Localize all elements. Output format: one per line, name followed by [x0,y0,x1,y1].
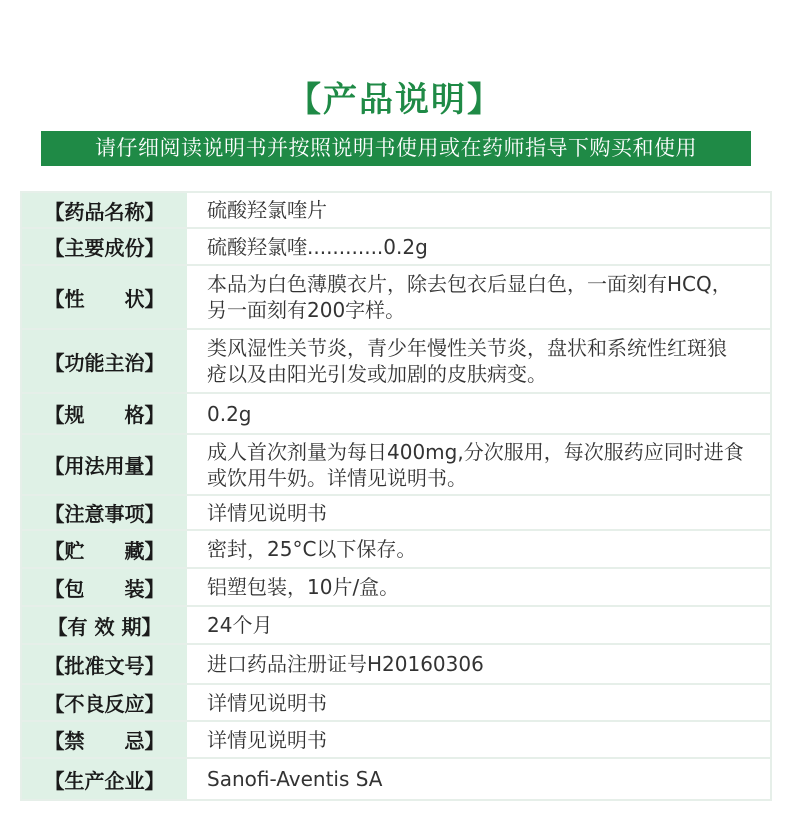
table-row-dosage [22,435,770,496]
table-row-storage [22,531,770,569]
table-row-precautions [22,496,770,531]
row-value: 详情见说明书 [207,690,327,715]
row-value: 密封，25°C以下保存。 [207,537,417,561]
page-title: 【产品说明】 [287,80,503,120]
row-label: 【包 装】 [22,569,187,605]
row-label: 【功能主治】 [22,330,187,392]
row-label: 【不良反应】 [22,685,187,720]
row-value: 本品为白色薄膜衣片，除去包衣后显白色，一面刻有HCQ，另一面刻有200字样。 [207,272,732,322]
row-value: 详情见说明书 [207,500,327,525]
product-spec-table [20,191,772,801]
row-label: 【贮 藏】 [22,531,187,567]
row-value: 成人首次剂量为每日400mg,分次服用，每次服药应同时进食或饮用牛奶。详情见说明书。 [207,439,744,490]
table-row-manufacturer [22,759,770,799]
row-label: 【规 格】 [22,394,187,433]
row-label: 【有 效 期】 [22,607,187,643]
row-label: 【生产企业】 [22,759,187,799]
instruction-banner: 请仔细阅读说明书并按照说明书使用或在药师指导下购买和使用 [41,131,751,166]
row-value: Sanofi-Aventis SA [207,767,383,791]
row-value: 铝塑包装，10片/盒。 [207,575,400,599]
table-row-indications [22,330,770,394]
table-row-strength [22,394,770,435]
row-value: 24个月 [207,613,273,637]
table-row-ingredients [22,229,770,266]
row-label: 【注意事项】 [22,496,187,529]
row-label: 【性 状】 [22,266,187,328]
table-row-approval-number [22,645,770,685]
row-value: 进口药品注册证号H20160306 [207,652,484,676]
row-label: 【批准文号】 [22,645,187,683]
table-row-appearance [22,266,770,330]
row-label: 【主要成份】 [22,229,187,264]
table-row-drug-name [22,193,770,229]
row-label: 【用法用量】 [22,435,187,494]
row-label: 【禁 忌】 [22,722,187,757]
row-value: 硫酸羟氯喹............0.2g [207,234,428,259]
table-row-packaging [22,569,770,607]
table-row-adverse-reactions [22,685,770,722]
row-value: 0.2g [207,401,252,426]
row-value: 类风湿性关节炎，青少年慢性关节炎，盘状和系统性红斑狼疮以及由阳光引发或加剧的皮肤病变。 [207,336,727,386]
row-value: 详情见说明书 [207,727,327,752]
table-row-shelf-life [22,607,770,645]
row-label: 【药品名称】 [22,193,187,227]
row-value: 硫酸羟氯喹片 [207,198,327,222]
table-row-contraindications [22,722,770,759]
